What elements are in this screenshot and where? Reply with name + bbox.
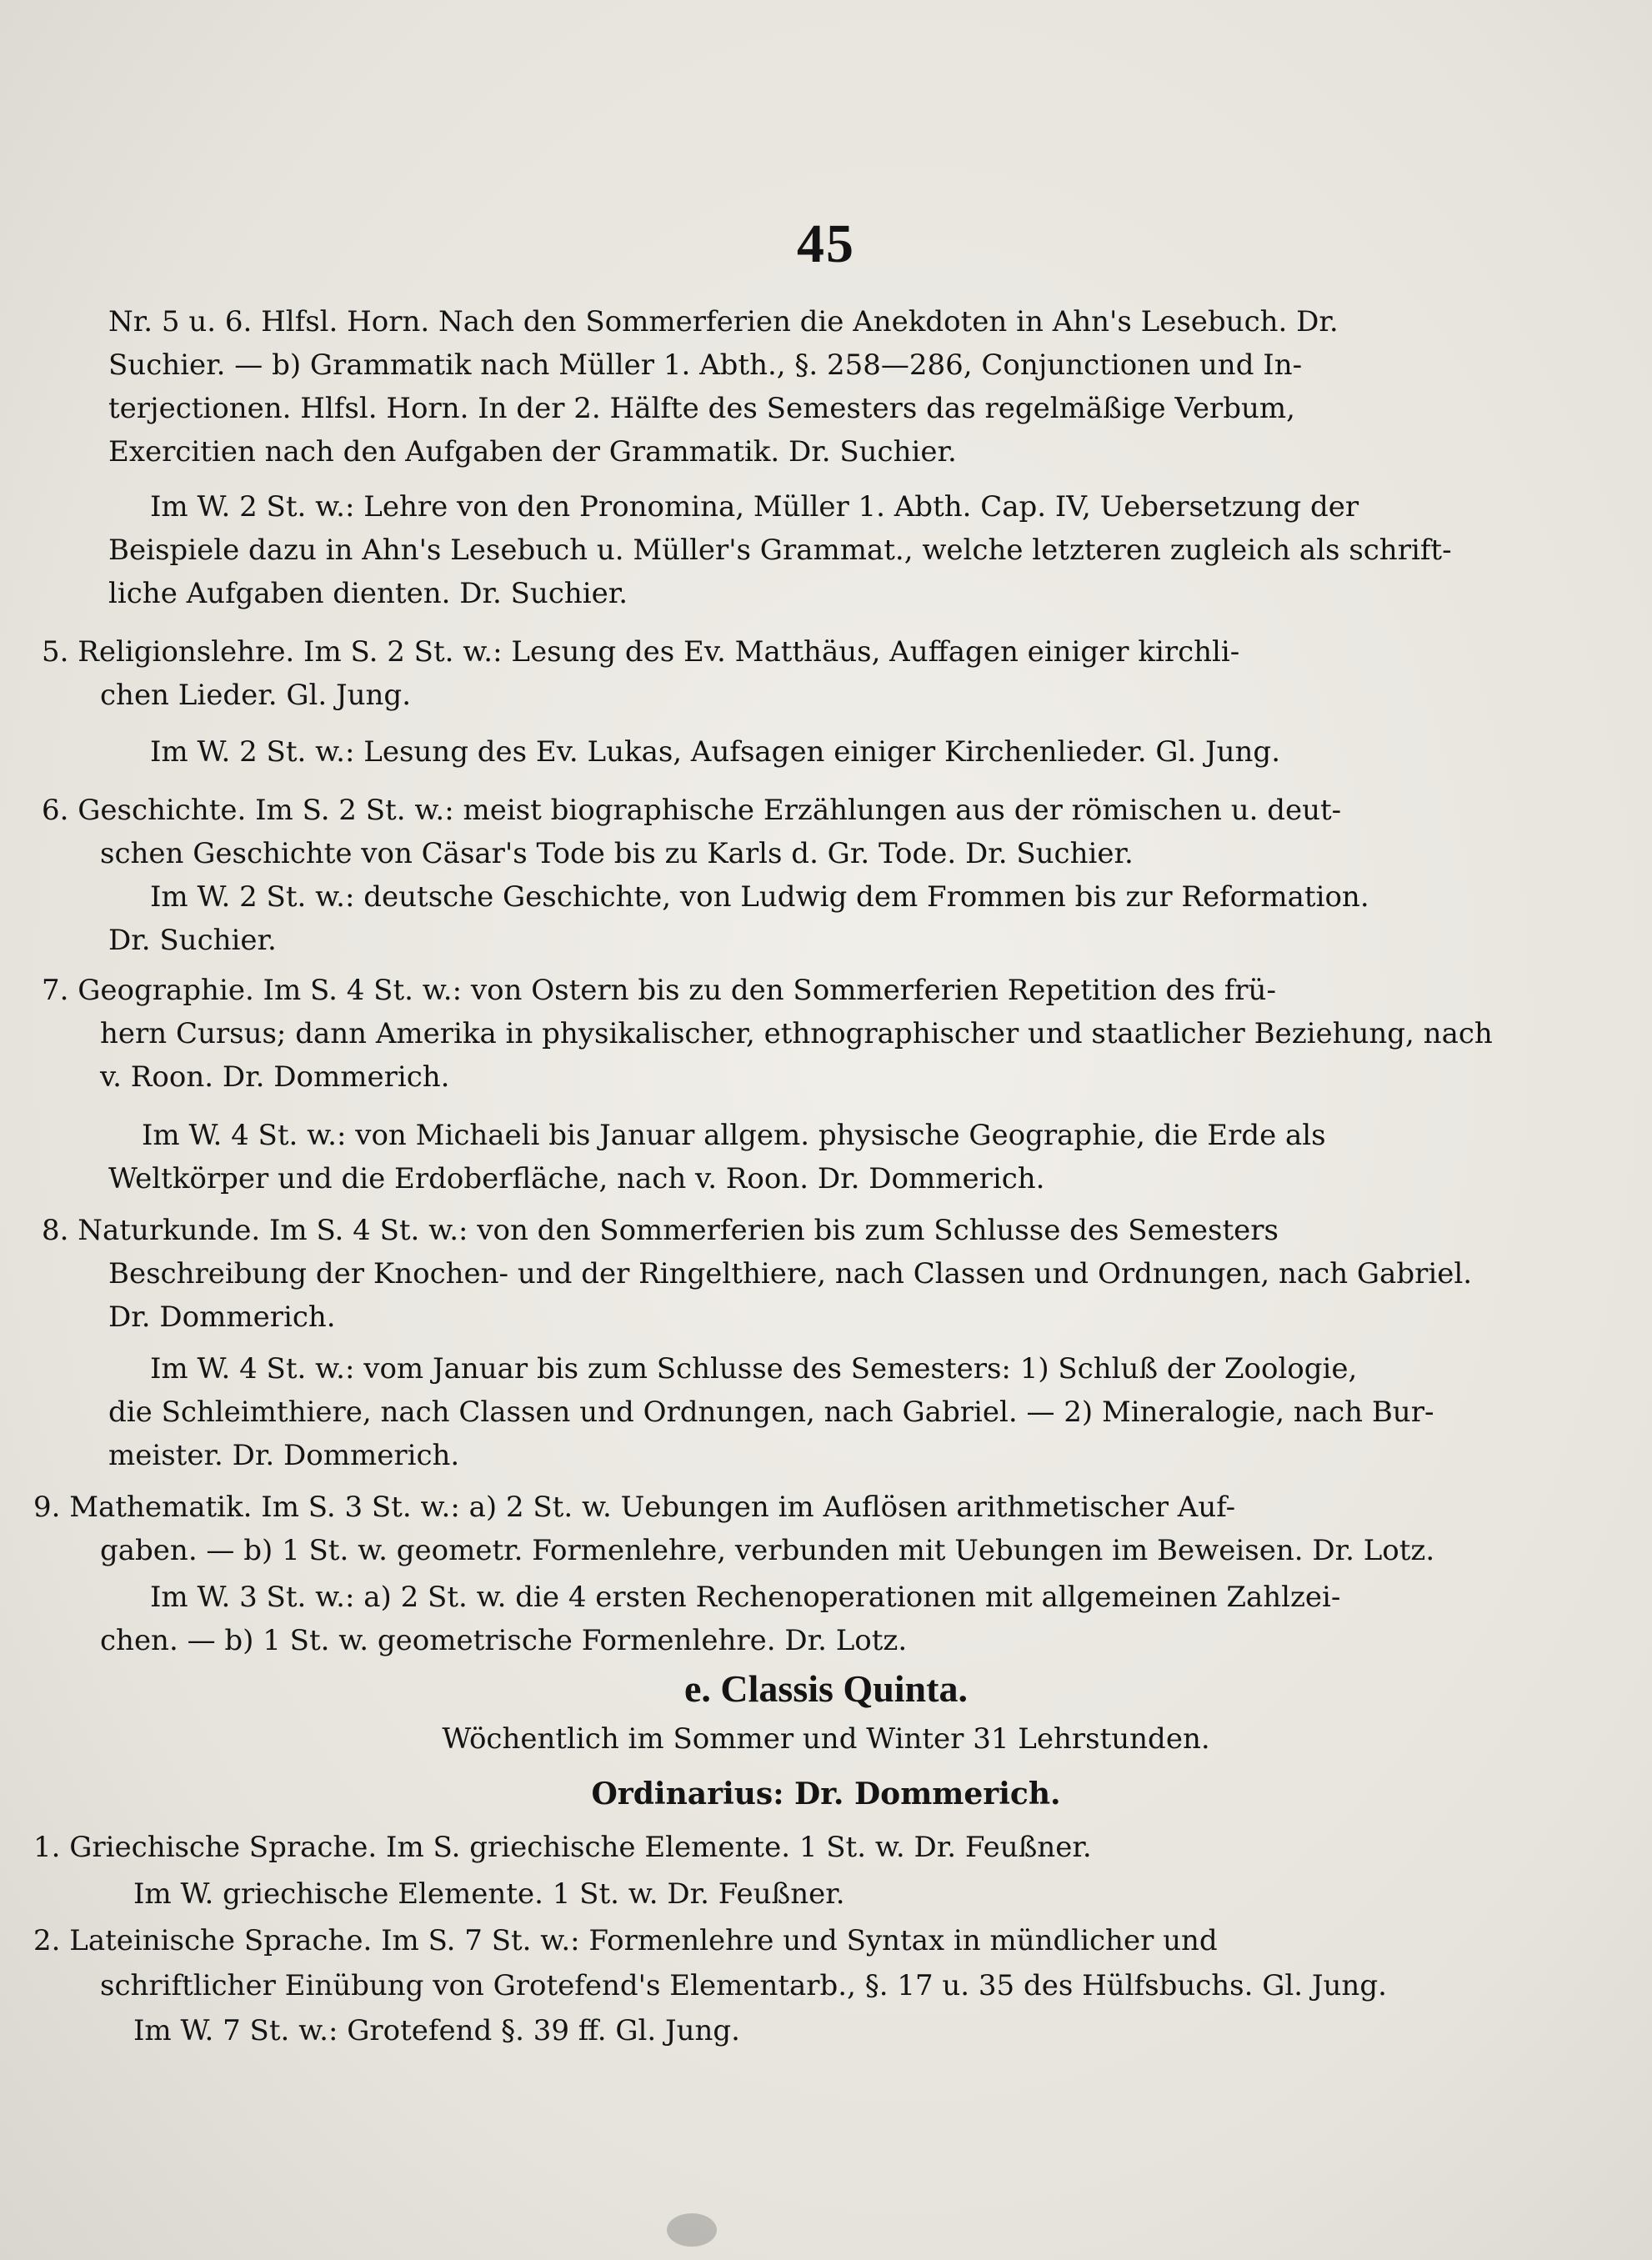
text-line: 8. Naturkunde. Im S. 4 St. w.: von den Sommerferien bis zum Schlusse des Semesters: [42, 1214, 1279, 1247]
text-line: Im W. 4 St. w.: von Michaeli bis Januar allgem. physische Geographie, die Erde als: [142, 1119, 1326, 1152]
section-title: e. Classis Quinta.: [684, 1667, 968, 1710]
text-line: Im W. 4 St. w.: vom Januar bis zum Schlusse des Semesters: 1) Schluß der Zoologie,: [150, 1352, 1358, 1386]
page-number: 45: [797, 213, 855, 274]
text-line: schen Geschichte von Cäsar's Tode bis zu Karls d. Gr. Tode. Dr. Suchier.: [100, 837, 1134, 870]
text-line: Im W. 7 St. w.: Grotefend §. 39 ff. Gl. Jung.: [133, 2014, 740, 2047]
text-line: Beispiele dazu in Ahn's Lesebuch u. Müller's Grammat., welche letzteren zugleich als schrift-: [108, 534, 1452, 567]
text-line: 2. Lateinische Sprache. Im S. 7 St. w.: Formenlehre und Syntax in mündlicher und: [33, 1924, 1218, 1957]
text-line: die Schleimthiere, nach Classen und Ordnungen, nach Gabriel. — 2) Mineralogie, nach Bur-: [108, 1396, 1434, 1429]
section-ordinarius: Ordinarius: Dr. Dommerich.: [591, 1776, 1061, 1812]
text-line: Beschreibung der Knochen- und der Ringelthiere, nach Classen und Ordnungen, nach Gabriel.: [108, 1257, 1473, 1290]
text-line: Nr. 5 u. 6. Hlfsl. Horn. Nach den Sommerferien die Anekdoten in Ahn's Lesebuch. Dr.: [108, 305, 1339, 338]
text-line: chen Lieder. Gl. Jung.: [100, 679, 412, 712]
text-line: 1. Griechische Sprache. Im S. griechische Elemente. 1 St. w. Dr. Feußner.: [33, 1831, 1092, 1864]
text-line: Suchier. — b) Grammatik nach Müller 1. Abth., §. 258—286, Conjunctionen und In-: [108, 348, 1303, 382]
text-line: 9. Mathematik. Im S. 3 St. w.: a) 2 St. w. Uebungen im Auflösen arithmetischer Auf-: [33, 1491, 1236, 1524]
text-line: chen. — b) 1 St. w. geometrische Formenlehre. Dr. Lotz.: [100, 1624, 908, 1657]
text-line: 5. Religionslehre. Im S. 2 St. w.: Lesung des Ev. Matthäus, Auffagen einiger kirchli-: [42, 635, 1240, 669]
text-line: Exercitien nach den Aufgaben der Grammatik. Dr. Suchier.: [108, 435, 957, 469]
text-line: Weltkörper und die Erdoberfläche, nach v. Roon. Dr. Dommerich.: [108, 1162, 1045, 1195]
text-line: Im W. 2 St. w.: Lehre von den Pronomina, Müller 1. Abth. Cap. IV, Uebersetzung der: [150, 490, 1359, 524]
text-line: meister. Dr. Dommerich.: [108, 1439, 460, 1472]
text-line: Im W. griechische Elemente. 1 St. w. Dr. Feußner.: [133, 1877, 845, 1911]
text-line: schriftlicher Einübung von Grotefend's Elementarb., §. 17 u. 35 des Hülfsbuchs. Gl. Jung.: [100, 1969, 1387, 2002]
text-line: 7. Geographie. Im S. 4 St. w.: von Ostern bis zu den Sommerferien Repetition des frü-: [42, 974, 1276, 1007]
text-line: Dr. Suchier.: [108, 924, 277, 957]
text-line: hern Cursus; dann Amerika in physikalischer, ethnographischer und staatlicher Beziehung, nach: [100, 1017, 1493, 1050]
text-line: v. Roon. Dr. Dommerich.: [100, 1060, 450, 1094]
section-subtitle: Wöchentlich im Sommer und Winter 31 Lehrstunden.: [442, 1722, 1210, 1756]
text-line: Dr. Dommerich.: [108, 1300, 336, 1334]
text-line: gaben. — b) 1 St. w. geometr. Formenlehre, verbunden mit Uebungen im Beweisen. Dr. Lotz.: [100, 1534, 1435, 1567]
ink-blot: [667, 2213, 717, 2247]
text-line: Im W. 2 St. w.: deutsche Geschichte, von Ludwig dem Frommen bis zur Reformation.: [150, 880, 1369, 914]
text-line: 6. Geschichte. Im S. 2 St. w.: meist biographische Erzählungen aus der römischen u. deut-: [42, 794, 1342, 827]
text-line: liche Aufgaben dienten. Dr. Suchier.: [108, 577, 628, 610]
text-line: Im W. 3 St. w.: a) 2 St. w. die 4 ersten Rechenoperationen mit allgemeinen Zahlzei-: [150, 1581, 1341, 1614]
text-line: Im W. 2 St. w.: Lesung des Ev. Lukas, Aufsagen einiger Kirchenlieder. Gl. Jung.: [150, 735, 1280, 769]
text-line: terjectionen. Hlfsl. Horn. In der 2. Hälfte des Semesters das regelmäßige Verbum,: [108, 392, 1295, 425]
